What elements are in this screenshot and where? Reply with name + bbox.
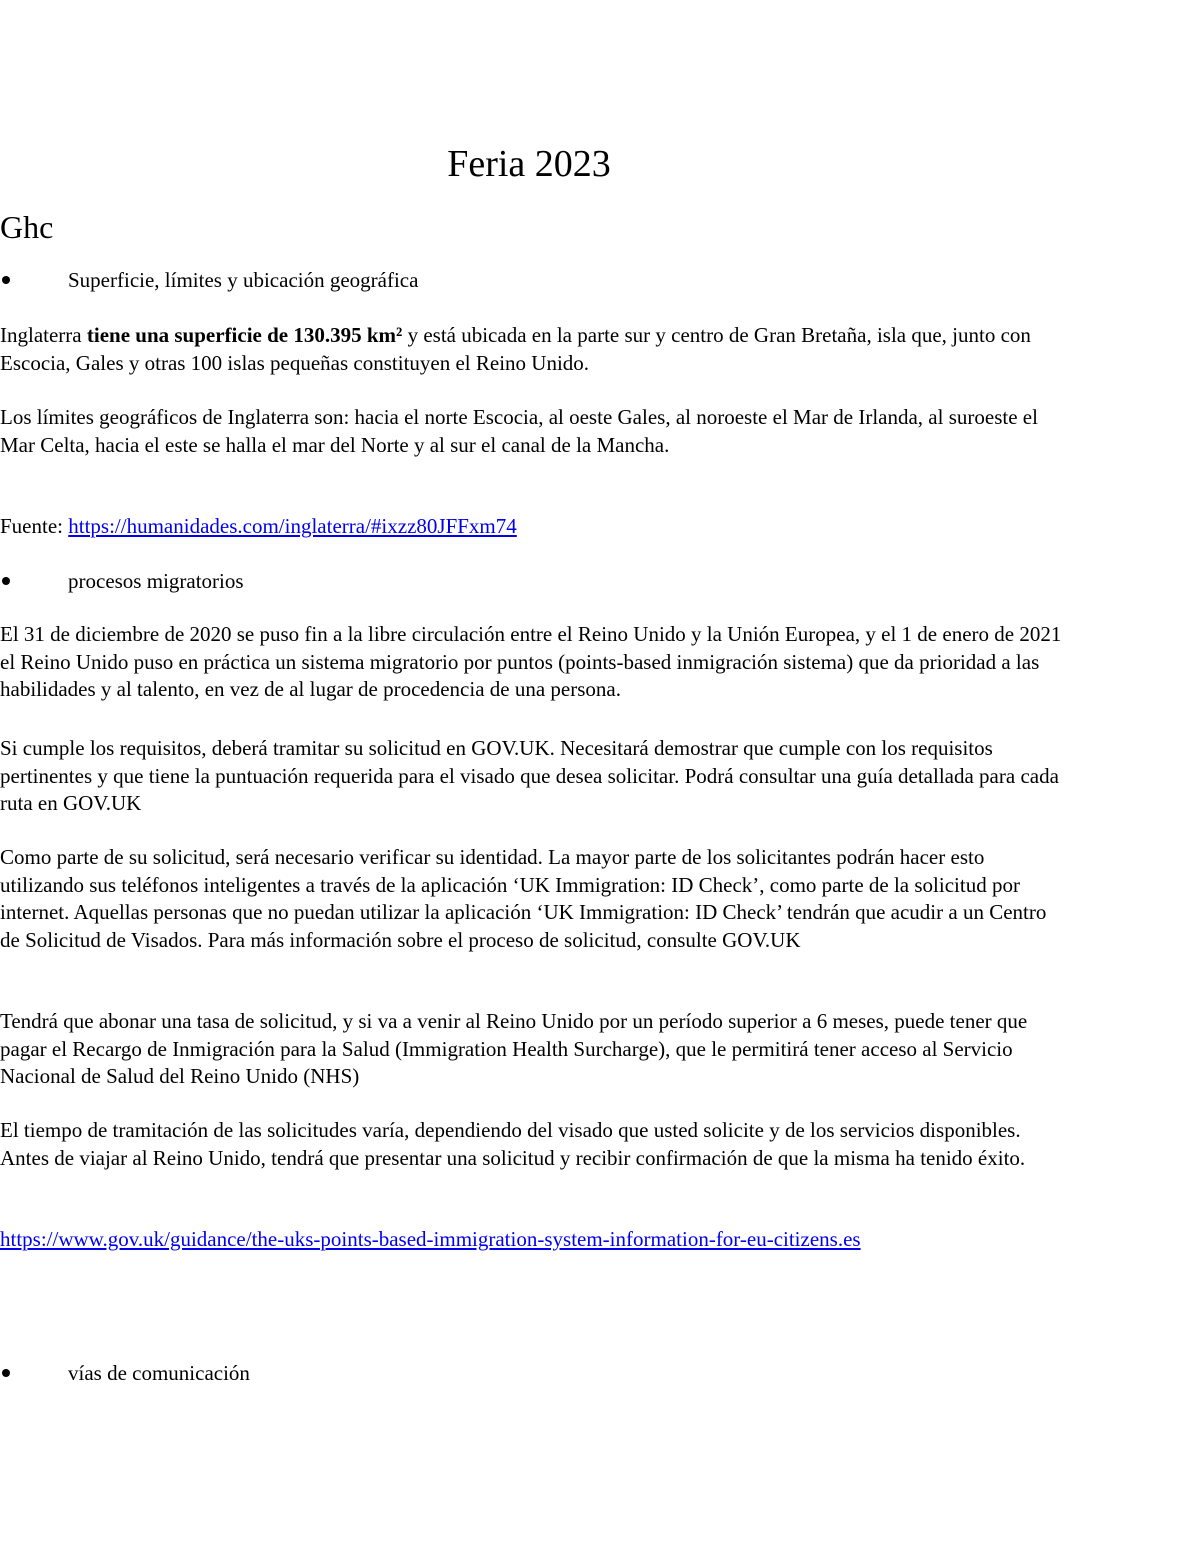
source-link[interactable]: https://humanidades.com/inglaterra/#ixzz80JFFxm74 bbox=[68, 514, 517, 538]
paragraph-text: y está ubicada en la parte sur y centro de Gran Bretaña, isla que, junto con Escocia, Gales y otras 100 islas pequeñas constituyen el Reino Unido. bbox=[0, 323, 1031, 375]
paragraph-text: Inglaterra bbox=[0, 323, 87, 347]
paragraph-tasa: Tendrá que abonar una tasa de solicitud, y si va a venir al Reino Unido por un período superior a 6 meses, puede tener que pagar el Recargo de Inmigración para la Salud (Immigration Health Surcharge), que le permitirá tener acceso al Servicio Nacional de Salud del Reino Unido (NHS) bbox=[0, 1009, 1028, 1088]
bullet-text: procesos migratorios bbox=[68, 569, 244, 593]
paragraph-migracion: El 31 de diciembre de 2020 se puso fin a la libre circulación entre el Reino Unido y la Unión Europea, y el 1 de enero de 2021 el Reino Unido puso en práctica un sistema migratorio por puntos (points-based inmigración sistema) que da prioridad a las habilidades y al talento, en vez de al lugar de procedencia de una persona. bbox=[0, 622, 1062, 701]
paragraph-superficie bbox=[0, 322, 1070, 377]
bullet-dot-icon bbox=[2, 1369, 10, 1377]
paragraph-limites: Los límites geográficos de Inglaterra son: hacia el norte Escocia, al oeste Gales, al noroeste el Mar de Irlanda, al suroeste el Mar Celta, hacia el este se halla el mar del Norte y al sur el canal de la Mancha. bbox=[0, 405, 1038, 457]
paragraph-tiempo: El tiempo de tramitación de las solicitudes varía, dependiendo del visado que usted solicite y de los servicios disponibles. Antes de viajar al Reino Unido, tendrá que presentar una solicitud y recibir confirmación de que la misma ha tenido éxito. bbox=[0, 1118, 1026, 1170]
bullet-dot-icon bbox=[2, 276, 10, 284]
document-subtitle: Ghc bbox=[0, 209, 54, 245]
source-label: Fuente: bbox=[0, 514, 69, 538]
paragraph-identidad: Como parte de su solicitud, será necesario verificar su identidad. La mayor parte de los solicitantes podrán hacer esto utilizando sus teléfonos inteligentes a través de la aplicación ‘UK Immigration: ID Check’, como parte de la solicitud por internet. Aquellas personas que no puedan utilizar la aplicación ‘UK Immigration: ID Check’ tendrán que acudir a un Centro de Solicitud de Visados. Para más información sobre el proceso de solicitud, consulte GOV.UK bbox=[0, 845, 1047, 952]
paragraph-bold-text: tiene una superficie de 130.395 km² bbox=[86, 323, 403, 347]
bullet-item-superficie bbox=[0, 266, 418, 294]
bullet-item-procesos bbox=[0, 567, 244, 595]
source-line bbox=[0, 513, 1070, 541]
gov-uk-link[interactable]: https://www.gov.uk/guidance/the-uks-points-based-immigration-system-information-for-eu-citizens.es bbox=[0, 1227, 861, 1251]
bullet-text: Superficie, límites y ubicación geográfica bbox=[68, 268, 419, 292]
bullet-text: vías de comunicación bbox=[68, 1361, 250, 1385]
bullet-item-vias bbox=[0, 1359, 250, 1387]
bullet-dot-icon bbox=[2, 577, 10, 585]
gov-link-line bbox=[0, 1226, 1070, 1254]
document-title: Feria 2023 bbox=[447, 143, 611, 185]
paragraph-requisitos: Si cumple los requisitos, deberá tramitar su solicitud en GOV.UK. Necesitará demostrar que cumple con los requisitos pertinentes y que tiene la puntuación requerida para el visado que desea solicitar. Podrá consultar una guía detallada para cada ruta en GOV.UK bbox=[0, 736, 1059, 815]
